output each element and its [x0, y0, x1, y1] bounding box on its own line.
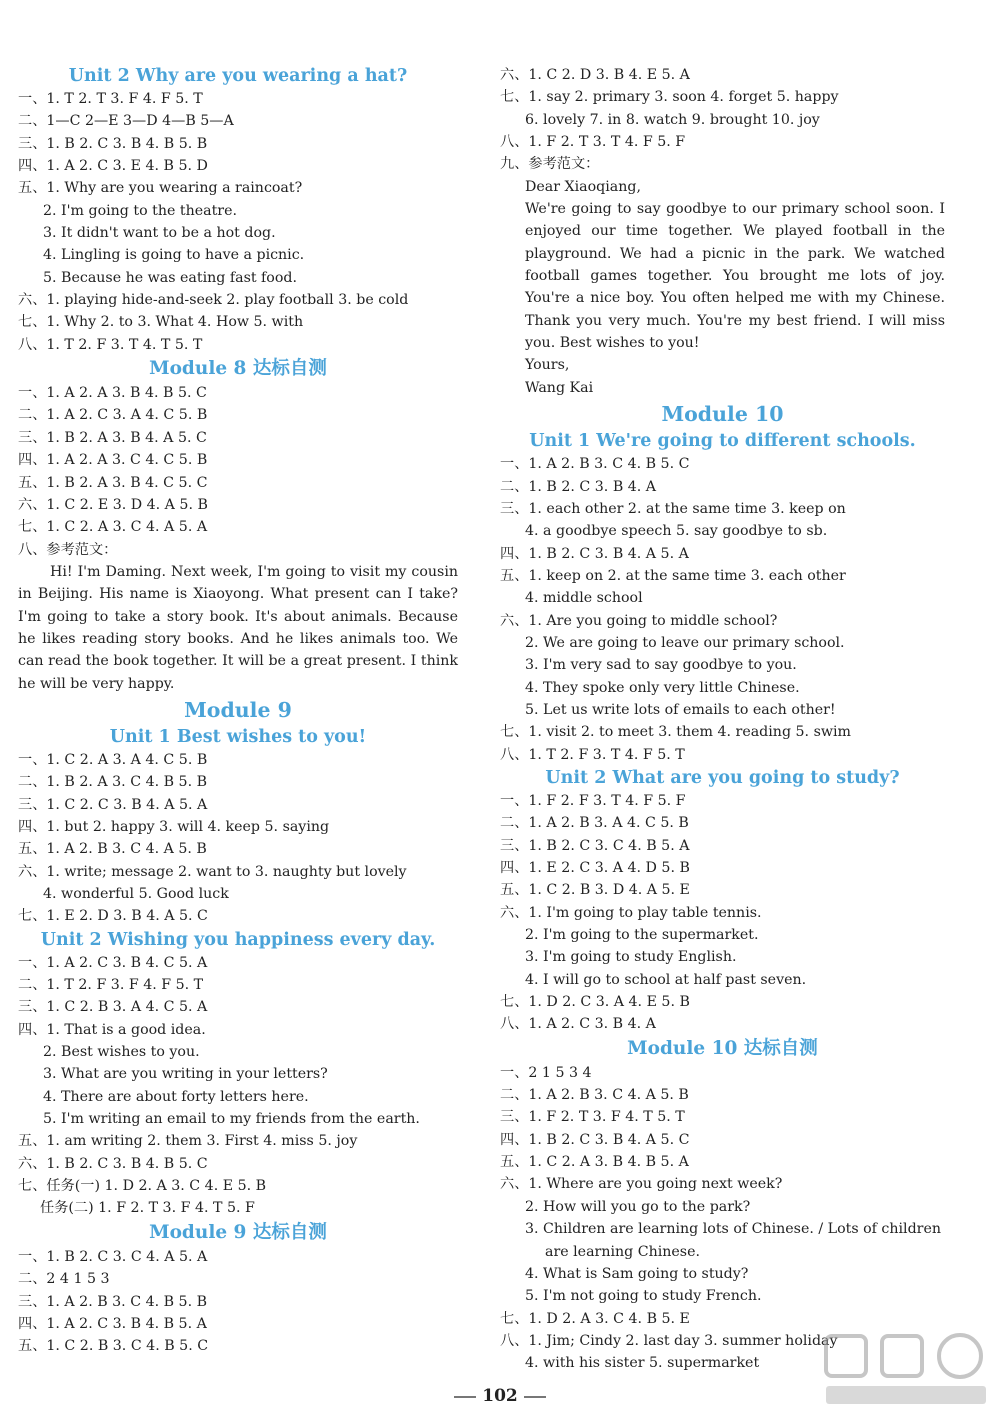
answer-line: 八、1. T 2. F 3. T 4. T 5. T [18, 336, 203, 353]
answer-subline: 5. I'm writing an email to my friends from the earth. [43, 1111, 420, 1128]
unit-heading: Unit 2 Why are you wearing a hat? [68, 66, 408, 86]
answer-line: 一、1. A 2. B 3. C 4. B 5. C [500, 456, 690, 473]
answer-subline: 4. They spoke only very little Chinese. [525, 679, 800, 696]
unit-heading: Unit 1 We're going to different schools. [529, 431, 916, 452]
answer-line: 三、1. C 2. B 3. A 4. C 5. A [18, 999, 208, 1016]
answer-line: 四、1. but 2. happy 3. will 4. keep 5. saying [18, 818, 330, 835]
answer-line: 八、1. Jim; Cindy 2. last day 3. summer holiday [500, 1332, 838, 1349]
answer-line: 六、1. I'm going to play table tennis. [500, 904, 762, 921]
answer-line: 五、1. am writing 2. them 3. First 4. miss 5. joy [18, 1133, 358, 1150]
answer-line: 一、1. A 2. C 3. B 4. C 5. A [18, 954, 208, 971]
answer-line: 二、1—C 2—E 3—D 4—B 5—A [18, 113, 234, 130]
answer-subline: 任务(二) 1. F 2. T 3. F 4. T 5. F [40, 1200, 255, 1217]
answer-subline: 5. I'm not going to study French. [525, 1288, 762, 1305]
answer-subline: 4. with his sister 5. supermarket [525, 1355, 760, 1372]
answer-subline: 2. Best wishes to you. [43, 1044, 200, 1061]
answer-subline: 6. lovely 7. in 8. watch 9. brought 10. joy [525, 111, 820, 128]
answer-line: 五、1. C 2. A 3. B 4. B 5. A [500, 1154, 689, 1171]
answer-line: 六、1. B 2. C 3. B 4. B 5. C [18, 1155, 208, 1172]
answer-line: 三、1. B 2. C 3. C 4. B 5. A [500, 837, 690, 854]
answer-line: 五、1. B 2. A 3. B 4. C 5. C [18, 474, 208, 491]
answer-line: 三、1. F 2. T 3. F 4. T 5. T [500, 1109, 685, 1126]
answer-line: 五、1. C 2. B 3. C 4. B 5. C [18, 1338, 209, 1355]
answer-subline: are learning Chinese. [545, 1243, 700, 1260]
answer-line: 五、1. C 2. B 3. D 4. A 5. E [500, 882, 690, 899]
unit-heading: Unit 2 What are you going to study? [545, 767, 900, 788]
answer-line: 七、1. say 2. primary 3. soon 4. forget 5. happy [500, 89, 839, 106]
answer-line: 四、1. That is a good idea. [18, 1021, 206, 1038]
answer-subline: 4. What is Sam going to study? [525, 1265, 749, 1282]
answer-subline: 4. Lingling is going to have a picnic. [43, 247, 305, 264]
answer-line: 二、1. T 2. F 3. F 4. F 5. T [18, 977, 204, 994]
answer-subline: 3. I'm going to study English. [525, 949, 737, 966]
answer-line: 二、1. B 2. A 3. C 4. B 5. B [18, 774, 208, 791]
answer-line: 二、2 4 1 5 3 [18, 1271, 110, 1288]
answer-line: 四、1. E 2. C 3. A 4. D 5. B [500, 860, 690, 876]
answer-line: 一、1. B 2. C 3. C 4. A 5. A [18, 1248, 208, 1265]
page-number: 102 [440, 1386, 560, 1406]
answer-subline: 2. We are going to leave our primary school. [525, 634, 845, 651]
answer-line: 七、1. D 2. A 3. C 4. B 5. E [500, 1310, 690, 1327]
answer-subline: 3. What are you writing in your letters? [43, 1066, 328, 1083]
answer-line: 六、1. Are you going to middle school? [500, 612, 778, 629]
answer-line: 四、1. B 2. C 3. B 4. A 5. C [500, 1131, 690, 1148]
answer-line: 七、1. visit 2. to meet 3. them 4. reading 5. swim [500, 724, 851, 741]
answer-line: 三、1. B 2. C 3. B 4. B 5. B [18, 135, 208, 152]
answer-line: 七、任务(一) 1. D 2. A 3. C 4. E 5. B [18, 1178, 267, 1195]
answer-line: 一、1. A 2. A 3. B 4. B 5. C [18, 385, 207, 402]
module-heading: Module 10 [661, 402, 784, 427]
answer-line: 六、1. C 2. E 3. D 4. A 5. B [18, 496, 208, 513]
answer-line: 六、1. C 2. D 3. B 4. E 5. A [500, 67, 690, 83]
answer-line: 一、1. F 2. F 3. T 4. F 5. F [500, 792, 686, 809]
self-test-heading: Module 10 达标自测 [627, 1037, 818, 1059]
answer-line: 六、1. write; message 2. want to 3. naughty but lovely [18, 863, 407, 880]
answer-line: 四、1. A 2. C 3. B 4. B 5. A [18, 1315, 207, 1332]
unit-heading: Unit 2 Wishing you happiness every day. [40, 929, 436, 950]
sample-essay: Hi! I'm Daming. Next week, I'm going to visit my cousin in Beijing. His name is Xiaoyong. What present can I take? I'm going to take a story book. It's about animals. Because he likes reading story books. And he likes animals too. We can read the book together. It will be a great present. I think he will be very happy. [18, 563, 458, 692]
answer-line: 七、1. C 2. A 3. C 4. A 5. A [18, 519, 208, 536]
right-column [500, 64, 945, 1375]
sample-essay: We're going to say goodbye to our primary school soon. I enjoyed our time together. We played football in the playground. We had a picnic in the park. We watched football games together. You brought me lots of joy. You're a nice boy. You often helped me with my Chinese. Thank you very much. You're my best friend. I will miss you. Best wishes to you! [525, 201, 945, 352]
module-heading: Module 9 [184, 697, 292, 722]
answer-line: 八、1. F 2. T 3. T 4. F 5. F [500, 134, 686, 151]
answer-line: 四、1. B 2. C 3. B 4. A 5. A [500, 545, 689, 562]
left-column [18, 64, 458, 1358]
answer-line: 三、1. B 2. A 3. B 4. A 5. C [18, 429, 207, 446]
answer-line: 二、1. A 2. B 3. A 4. C 5. B [500, 815, 689, 832]
answer-subline: 4. wonderful 5. Good luck [43, 886, 229, 902]
answer-line: 二、1. A 2. C 3. A 4. C 5. B [18, 407, 208, 424]
answer-line: 一、1. T 2. T 3. F 4. F 5. T [18, 91, 203, 107]
answer-line: 八、1. A 2. C 3. B 4. A [500, 1016, 656, 1033]
answer-subline: 3. Children are learning lots of Chinese. / Lots of children [525, 1221, 941, 1238]
answer-line: 五、1. A 2. B 3. C 4. A 5. B [18, 841, 207, 858]
answer-subline: 4. middle school [525, 590, 643, 607]
answer-subline: Dear Xiaoqiang, [525, 178, 641, 195]
answer-line: 三、1. A 2. B 3. C 4. B 5. B [18, 1293, 208, 1310]
answer-line: 一、1. C 2. A 3. A 4. C 5. B [18, 751, 208, 768]
answer-line: 九、参考范文： [500, 156, 600, 173]
answer-subline: Wang Kai [525, 379, 594, 396]
answer-subline: Yours, [525, 357, 570, 374]
answer-subline: 3. I'm very sad to say goodbye to you. [525, 657, 797, 674]
unit-heading: Unit 1 Best wishes to you! [109, 726, 367, 747]
answer-line: 七、1. E 2. D 3. B 4. A 5. C [18, 908, 208, 925]
answer-line: 六、1. Where are you going next week? [500, 1176, 783, 1193]
answer-subline: 5. Because he was eating fast food. [43, 269, 297, 286]
answer-line: 七、1. Why 2. to 3. What 4. How 5. with [18, 314, 304, 331]
answer-subline: 4. I will go to school at half past seven. [525, 971, 807, 988]
answer-subline: 2. How will you go to the park? [525, 1198, 751, 1215]
answer-line: 四、1. A 2. C 3. E 4. B 5. D [18, 158, 208, 175]
answer-line: 八、1. T 2. F 3. T 4. F 5. T [500, 746, 685, 763]
answer-subline: 4. a goodbye speech 5. say goodbye to sb. [525, 523, 828, 540]
self-test-heading: Module 8 达标自测 [149, 358, 327, 380]
answer-line: 七、1. D 2. C 3. A 4. E 5. B [500, 994, 690, 1011]
answer-line: 一、2 1 5 3 4 [500, 1064, 592, 1081]
watermark-logo-icon [822, 1330, 990, 1410]
answer-line: 八、参考范文： [18, 541, 118, 558]
answer-line: 四、1. A 2. A 3. C 4. C 5. B [18, 452, 208, 469]
answer-line: 五、1. Why are you wearing a raincoat? [18, 180, 303, 197]
answer-line: 二、1. A 2. B 3. C 4. A 5. B [500, 1087, 689, 1104]
answer-line: 六、1. playing hide-and-seek 2. play football 3. be cold [18, 292, 409, 309]
self-test-heading: Module 9 达标自测 [149, 1221, 327, 1243]
answer-line: 二、1. B 2. C 3. B 4. A [500, 478, 657, 495]
answer-subline: 3. It didn't want to be a hot dog. [43, 225, 276, 242]
answer-subline: 2. I'm going to the theatre. [43, 202, 237, 219]
answer-line: 三、1. each other 2. at the same time 3. keep on [500, 500, 846, 517]
answer-line: 三、1. C 2. C 3. B 4. A 5. A [18, 796, 208, 813]
answer-subline: 5. Let us write lots of emails to each other! [525, 701, 836, 718]
answer-subline: 2. I'm going to the supermarket. [525, 927, 759, 944]
answer-line: 五、1. keep on 2. at the same time 3. each other [500, 567, 846, 584]
answer-subline: 4. There are about forty letters here. [43, 1088, 309, 1105]
